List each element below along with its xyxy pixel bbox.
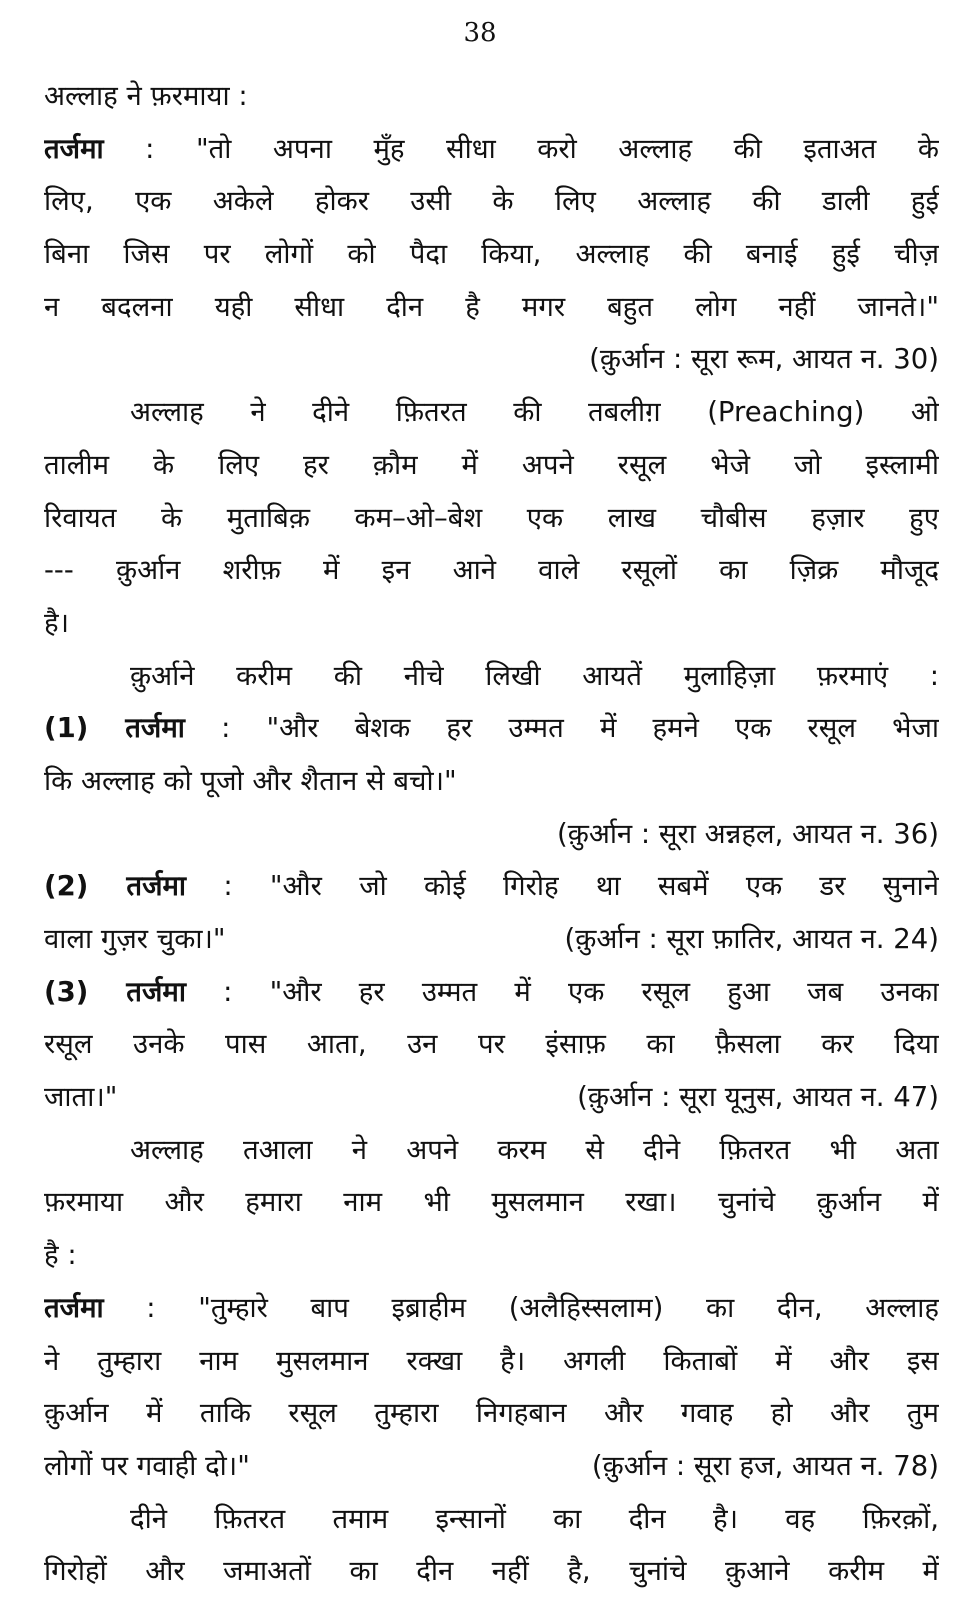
line-text: : "तो अपना मुँह सीधा करो अल्लाह की इताअत के (103, 132, 939, 165)
text-line (44, 966, 939, 1019)
text-line (44, 860, 939, 913)
line-text: : "तुम्हारे बाप इब्राहीम (अलैहिस्सलाम) का दीन, अल्लाह (103, 1291, 939, 1324)
text-line (44, 597, 939, 650)
translation-label: तर्जमा (44, 132, 104, 165)
text-line (44, 544, 939, 597)
line-text: : "और जो कोई गिरोह था सबमें एक डर सुनाने (186, 870, 939, 903)
text-line (44, 1335, 939, 1388)
text-line (44, 702, 939, 755)
quran-reference: (क़ुर्आन : सूरा हज, आयत न. 78) (591, 1449, 939, 1482)
text-line (44, 123, 939, 176)
text-line (44, 386, 939, 439)
line-text: अल्लाह ने फ़रमाया : (44, 80, 248, 112)
text-line (44, 1124, 939, 1177)
text-line (44, 1387, 939, 1440)
page-number: 38 (463, 18, 497, 48)
line-text: न बदलना यही सीधा दीन है मगर बहुत लोग नहीं जानते।" (44, 290, 939, 323)
text-line (44, 70, 939, 123)
line-text: क़ुर्आन में ताकि रसूल तुम्हारा निगहबान और गवाह हो और तुम (44, 1397, 939, 1430)
quran-reference: (क़ुर्आन : सूरा यूनुस, आयत न. 47) (577, 1081, 939, 1114)
text-line (44, 1545, 939, 1598)
text-line (44, 492, 939, 545)
translation-label: (2) तर्जमा (44, 870, 187, 903)
translation-label: (1) तर्जमा (44, 712, 185, 745)
line-text: लोगों पर गवाही दो।" (44, 1449, 250, 1482)
line-text: रसूल उनके पास आता, उन पर इंसाफ़ का फ़ैसला कर दिया (44, 1028, 939, 1061)
line-text: है। (44, 606, 70, 639)
line-text: जाता।" (44, 1081, 118, 1114)
page-body (44, 70, 939, 1598)
text-line (44, 1071, 939, 1124)
text-line (44, 1229, 939, 1282)
line-text: अल्लाह ने दीने फ़ितरत की तबलीग़ (Preaching) ओ (130, 396, 939, 429)
line-text: (क़ुर्आन : सूरा अन्नहल, आयत न. 36) (556, 817, 939, 850)
line-text: है : (44, 1239, 77, 1272)
translation-label: तर्जमा (44, 1291, 104, 1324)
line-text: क़ुर्आने करीम की नीचे लिखी आयतें मुलाहिज़ा फ़रमाएं : (130, 659, 939, 692)
text-line (44, 1018, 939, 1071)
line-text: दीने फ़ितरत तमाम इन्सानों का दीन है। वह फ़िरक़ों, (130, 1502, 939, 1535)
quran-reference (44, 808, 939, 861)
translation-label: (3) तर्जमा (44, 975, 186, 1008)
line-text: --- क़ुर्आन शरीफ़ में इन आने वाले रसूलों का ज़िक्र मौजूद (44, 554, 939, 587)
line-text: लिए, एक अकेले होकर उसी के लिए अल्लाह की डाली हुई (44, 185, 939, 218)
line-text: ने तुम्हारा नाम मुसलमान रक्खा है। अगली किताबों में और इस (44, 1344, 939, 1377)
quran-reference (44, 333, 939, 386)
line-text: (क़ुर्आन : सूरा रूम, आयत न. 30) (589, 343, 939, 376)
text-line (44, 913, 939, 966)
line-text: : "और हर उम्मत में एक रसूल हुआ जब उनका (185, 975, 939, 1008)
text-line (44, 228, 939, 281)
text-line (44, 650, 939, 703)
line-text: रिवायत के मुताबिक़ कम–ओ–बेश एक लाख चौबीस हज़ार हुए (44, 501, 939, 534)
line-text: कि अल्लाह को पूजो और शैतान से बचो।" (44, 764, 457, 797)
line-text: अल्लाह तआला ने अपने करम से दीने फ़ितरत भी अता (130, 1133, 939, 1166)
line-text: गिरोहों और जमाअतों का दीन नहीं है, चुनांचे क़ुआने करीम में (44, 1555, 939, 1588)
text-line (44, 755, 939, 808)
line-text: बिना जिस पर लोगों को पैदा किया, अल्लाह की बनाई हुई चीज़ (44, 238, 939, 271)
quran-reference: (क़ुर्आन : सूरा फ़ातिर, आयत न. 24) (564, 923, 939, 955)
text-line (44, 281, 939, 334)
text-line (44, 1493, 939, 1546)
text-line (44, 1176, 939, 1229)
text-line (44, 1440, 939, 1493)
line-text: : "और बेशक हर उम्मत में हमने एक रसूल भेजा (184, 712, 939, 745)
text-line (44, 1282, 939, 1335)
line-text: वाला गुज़र चुका।" (44, 923, 226, 955)
text-line (44, 439, 939, 492)
text-line (44, 175, 939, 228)
line-text: फ़रमाया और हमारा नाम भी मुसलमान रखा। चुनांचे क़ुर्आन में (44, 1186, 939, 1219)
line-text: तालीम के लिए हर क़ौम में अपने रसूल भेजे जो इस्लामी (44, 448, 939, 481)
